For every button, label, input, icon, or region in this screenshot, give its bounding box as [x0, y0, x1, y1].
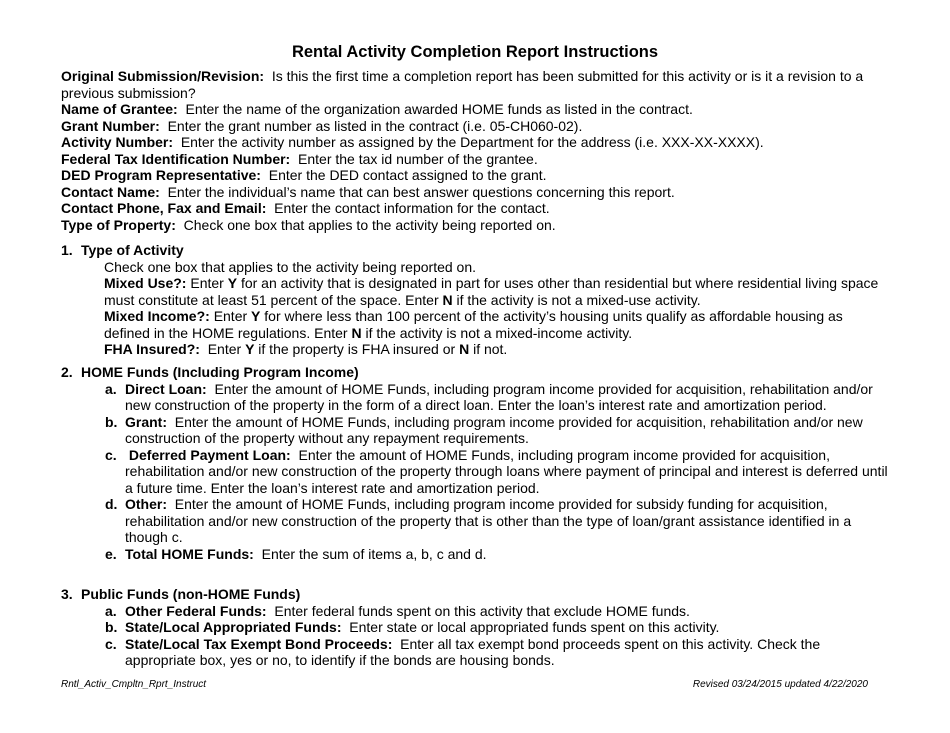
definition-item [61, 217, 891, 234]
list-item [105, 413, 891, 447]
definition-text: Check one box that applies to the activity being reported on. [183, 216, 556, 233]
fha-paragraph [104, 341, 891, 358]
item-label: Grant: [125, 413, 167, 430]
definition-item [61, 167, 891, 184]
definition-label: Type of Property: [61, 216, 176, 233]
item-text: Enter state or local appropriated funds spent on this activity. [349, 619, 720, 635]
no-code: N [442, 291, 453, 308]
list-item [105, 545, 891, 563]
list-item [105, 619, 891, 636]
list-item [105, 602, 891, 620]
item-letter: b. [105, 619, 118, 635]
section-public-funds [61, 586, 891, 669]
item-text: Enter the amount of HOME Funds, including program income provided for acquisition, rehabilitation and/or new construction of the property through loans where payment of principal and interest is deferred until a future time. Enter the loan’s interest rate and amortization period. [125, 446, 888, 496]
item-letter: d. [105, 496, 118, 512]
item-text: Enter the amount of HOME Funds, including program income provided for subsidy funding for acquisition, rehabilitation and/or new construction of the property that is other than the type of loan/grant assistance identified in a though c. [125, 496, 852, 545]
yes-code: Y [245, 341, 255, 357]
definition-label: Name of Grantee: [61, 101, 178, 117]
definition-text: Enter the activity number as assigned by the Department for the address (i.e. XXX-XX-XXXX). [180, 134, 764, 150]
section-heading [61, 242, 891, 259]
item-letter: c. [105, 446, 117, 463]
section-type-of-activity [61, 242, 891, 358]
fha-text: if not. [473, 341, 508, 357]
definition-label: Contact Phone, Fax and Email: [61, 200, 267, 216]
definition-item [61, 184, 891, 201]
definition-label: Original Submission/Revision: [61, 68, 265, 84]
item-letter: a. [105, 380, 117, 397]
item-letter: e. [105, 545, 117, 562]
item-text: Enter the amount of HOME Funds, including program income provided for acquisition, rehabilitation and/or new construction of the property without any repayment requirements. [125, 413, 863, 446]
item-text: Enter all tax exempt bond proceeds spent on this activity. Check the appropriate box, yes or no, to identify if the bonds are housing bonds. [125, 635, 821, 668]
definition-item [61, 134, 891, 151]
definition-item [61, 151, 891, 168]
section-heading [61, 586, 891, 603]
definition-text: Enter the contact information for the contact. [274, 200, 550, 216]
definition-label: Federal Tax Identification Number: [61, 150, 291, 167]
definition-text: Enter the name of the organization awarded HOME funds as listed in the contract. [185, 101, 693, 117]
item-text: Enter federal funds spent on this activity that exclude HOME funds. [274, 602, 690, 619]
definition-label: Contact Name: [61, 183, 160, 200]
no-code: N [459, 341, 470, 357]
definition-text: Enter the tax id number of the grantee. [298, 150, 538, 167]
section-home-funds [61, 364, 891, 562]
mixed-use-text: Enter [190, 275, 224, 291]
mixed-income-paragraph [104, 308, 891, 341]
mixed-income-text: for where less than 100 percent of the activity’s housing units qualify as affordable housing as defined in the HOME regulations. Enter [104, 308, 843, 341]
item-text: Enter the amount of HOME Funds, including program income provided for acquisition, rehabilitation and/or new construction of the property in the form of a direct loan. Enter the loan’s interest rate and amortization period. [125, 380, 873, 413]
definition-text: Enter the grant number as listed in the contract (i.e. 05-CH060-02). [167, 117, 583, 134]
definition-text: Enter the DED contact assigned to the grant. [268, 167, 547, 183]
item-letter: c. [105, 635, 117, 652]
definition-label: Activity Number: [61, 134, 174, 150]
item-label: Other: [125, 496, 167, 512]
definition-text: Is this the first time a completion report has been submitted for this activity or is it a revision to a previous submission? [61, 68, 864, 101]
section-intro: Check one box that applies to the activity being reported on. [104, 258, 477, 275]
definition-label: DED Program Representative: [61, 167, 261, 183]
definition-item [61, 68, 891, 101]
item-text: Enter the sum of items a, b, c and d. [261, 545, 487, 562]
list-item [105, 380, 891, 414]
page-title: Rental Activity Completion Report Instructions [291, 43, 659, 61]
item-label: State/Local Appropriated Funds: [125, 619, 342, 635]
section-heading [61, 364, 891, 381]
footer-filename: Rntl_Activ_Cmpltn_Rprt_Instruct [61, 679, 207, 690]
definition-item [61, 118, 891, 135]
list-item [105, 635, 891, 669]
mixed-use-text: if the activity is not a mixed-use activity. [456, 291, 701, 308]
list-item [105, 496, 891, 546]
mixed-income-text: if the activity is not a mixed-income activity. [365, 324, 633, 341]
list-item [105, 446, 891, 497]
item-label: State/Local Tax Exempt Bond Proceeds: [125, 635, 393, 652]
section-number: 1. [61, 242, 73, 258]
section-title: Type of Activity [81, 242, 184, 258]
section-number: 2. [61, 364, 73, 380]
mixed-use-label: Mixed Use?: [104, 275, 187, 291]
item-letter: a. [105, 602, 117, 619]
fha-text: if the property is FHA insured or [258, 341, 456, 357]
item-label: Direct Loan: [125, 380, 207, 397]
no-code: N [351, 324, 362, 341]
yes-code: Y [227, 275, 238, 291]
footer-revision: Revised 03/24/2015 updated 4/22/2020 [692, 679, 868, 690]
section-title: HOME Funds (Including Program Income) [81, 364, 359, 380]
mixed-use-text: for an activity that is designated in part for uses other than residential but where residential living space must constitute at least 51 percent of the space. Enter [104, 275, 879, 308]
item-label: Total HOME Funds: [125, 545, 254, 562]
section-number: 3. [61, 586, 73, 602]
fha-text: Enter [207, 341, 242, 357]
definitions-list [61, 68, 891, 233]
definition-text: Enter the individual’s name that can best answer questions concerning this report. [167, 183, 675, 200]
item-label: Other Federal Funds: [125, 602, 267, 619]
item-label: Deferred Payment Loan: [128, 446, 291, 463]
mixed-income-label: Mixed Income?: [104, 308, 210, 324]
fha-label: FHA Insured?: [104, 341, 200, 357]
item-letter: b. [105, 413, 118, 430]
definition-label: Grant Number: [61, 117, 160, 134]
definition-item [61, 101, 891, 118]
mixed-use-paragraph [104, 275, 891, 308]
yes-code: Y [251, 308, 261, 324]
section-title: Public Funds (non-HOME Funds) [81, 586, 301, 602]
mixed-income-text: Enter [213, 308, 248, 324]
definition-item [61, 200, 891, 217]
